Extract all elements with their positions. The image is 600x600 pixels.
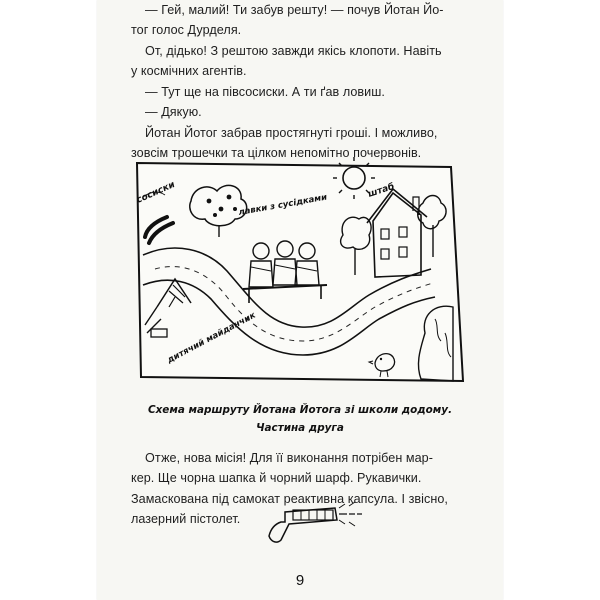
book-page <box>97 0 503 600</box>
label-playground: дитячий майданчик <box>165 310 258 366</box>
text-line: — Дякую. <box>145 105 202 119</box>
label-hq: штаб <box>366 181 396 200</box>
text-line: тог голос Дурделя. <box>131 23 242 37</box>
label-sausages: сосиски <box>135 179 177 206</box>
route-map-illustration <box>135 157 465 389</box>
text-line: — Гей, малий! Ти забув решту! — почув Йотан Йо- <box>145 3 444 17</box>
label-benches: лавки з сусідками <box>237 192 328 218</box>
text-line: Замаскована під самокат реактивна капсула. І звісно, <box>131 492 448 506</box>
page-number: 9 <box>295 572 305 589</box>
illustration-caption-line1: Схема маршруту Йотана Йотога зі школи додому. <box>147 404 453 416</box>
text-line: От, дідько! З рештою завжди якісь клопоти. Навіть <box>145 44 442 58</box>
laser-pistol-drawing <box>267 500 365 546</box>
text-line: — Тут ще на півсосиски. А ти ґав ловиш. <box>145 85 385 99</box>
text-line: лазерний пістолет. <box>131 512 241 526</box>
text-line: зовсім трошечки та цілком непомітно почервонів. <box>131 146 422 160</box>
text-line: кер. Ще чорна шапка й чорний шарф. Рукавички. <box>131 471 422 485</box>
illustration-caption-line2: Частина друга <box>256 422 344 434</box>
text-line: Отже, нова місія! Для її виконання потрібен мар- <box>145 451 433 465</box>
text-line: у космічних агентів. <box>131 64 247 78</box>
text-line: Йотан Йотог забрав простягнуті гроші. І можливо, <box>145 126 438 140</box>
